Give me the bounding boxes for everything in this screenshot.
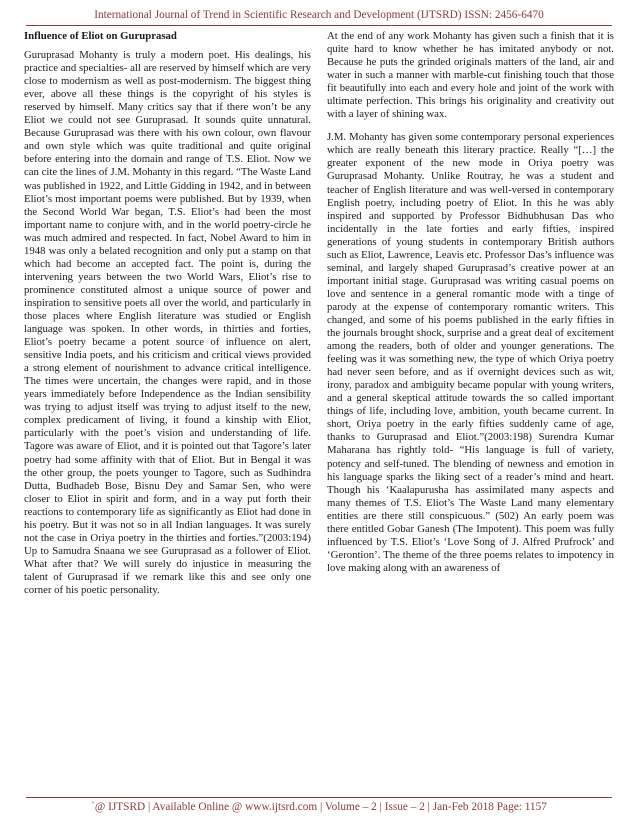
right-paragraph-2: J.M. Mohanty has given some contemporary personal experiences which are really beneath this literary practice. Really “[…] the greater exponent of the new mode in Oriya poetry was Guruprasad Mohanty. Unlike Routray, he was a student and teacher of English literature and was well-versed in contemporary English poetry, including poetry of Eliot. In this he was ably inspired and supported by Professor Bidhubhusan Das who incidentally in the late forties and early fifties, inspired generations of young students in contemporary British authors such as Eliot, Lawrence, Leavis etc. Professor Das’s influence was seminal, and largely shaped Guruprasad’s creative power at an important initial stage. Guruprasad was writing casual poems on love and sentence in a general romantic mode with a tinge of parody at the expense of contemporary romantic writers. This changed, and some of his poems published in the early fifties in the journals brought shock, surprise and a great deal of excitement among the readers, both of older and younger generations. The feeling was it was something new, the type of which Oriya poetry had never seen before, and as if overnight devices such as wit, irony, paradox and ambiguity became popular with young writers, and a general skeptical attitude towards the so called important things of life, including love, ambition, youth became current. In short, Oriya poetry in the early fifties suddenly came of age, thanks to Guruprasad and Eliot.”(2003:198) Surendra Kumar Maharana has rightly told- “His language is full of variety, potency and self-tuned. The blending of newness and emotion in his language sparks the liking sect of a reader’s mind and heart. Though his ‘Kaalapurusha has assimilated many aspects and many themes of T.S. Eliot’s The Waste Land many elementary entities are there still conspicuous.” (502) An early poem was there entitled Gobar Ganesh (The Impotent). This poem was fully influenced by T.S. Eliot’s ‘Love Song of J. Alfred Prufrock’ and ‘Gerontion’. The theme of the three poems relates to impotency in love making along with an awareness of <box>327 131 614 574</box>
footer-divider <box>26 797 612 798</box>
right-column <box>327 30 614 794</box>
section-heading: Influence of Eliot on Guruprasad <box>24 30 177 42</box>
journal-header: International Journal of Trend in Scientific Research and Development (IJTSRD) ISSN: 2456-6470 <box>94 9 544 21</box>
right-paragraph-1: At the end of any work Mohanty has given such a finish that it is quite hard to know whether he has imitated anybody or not. Because he puts the grinded originals matters of the land, air and water in such a manner with marble-cut finishing touch that those fit beautifully into each and every hole and joint of the work with ultimate perfection. This brings his originality and creativity out with a layer of shining wax. <box>327 30 614 121</box>
journal-footer: `@ IJTSRD | Available Online @ www.ijtsrd.com | Volume – 2 | Issue – 2 | Jan-Feb 2018 Page: 1157 <box>91 801 547 813</box>
left-paragraph-1: Guruprasad Mohanty is truly a modern poet. His dealings, his practice and specialties- all are reserved by himself which are very close to modernism as well as post-modernism. The biggest thing ever, above all these things is the copyright of his styles is reserved by himself. Many critics say that if there won’t be any Eliot we could not see Guruprasad. It sounds quite unnatural. Because Guruprasad was there with his own colour, own flavour and own style which was quite traditional and quite original before entering into the domain and range of T.S. Eliot. Now we can cite the lines of J.M. Mohanty in this regard. “The Waste Land was published in 1922, and Little Gidding in 1942, and in between Eliot’s most important poems were published. But by 1939, when the Second World War began, T.S. Eliot’s had been the most important name to conjure with, and in the world poetry-circle he was much admired and respected. In fact, Nobel Award to him in 1948 was only a belated recognition and only put a stamp on that which had become an accepted fact. The point is, during the intervening years between the two World Wars, Eliot’s rise to prominence constituted almost a unique source of power and inspiration to sensitive poets all over the world, and particularly in those places where English literature was studied or English language was spoken. In other words, in thirties and forties, Eliot’s poetry became a potent source of influence on alert, sensitive India poets, and his criticism and critical views provided a strong element of nourishment to advance critical intelligence. The times were uncertain, the changes were rapid, and in those years immediately before Independence as the Indian sensibility was trying to adjust itself was trying to adjust itself to the new, complex predicament of living, it found a kinship with Eliot, particularly with the poet’s vision and understanding of life. Tagore was aware of Eliot, and it is pointed out that Tagore’s later poetry had some affinity with that of Eliot. But in Bengal it was the other group, the poets younger to Tagore, such as Sudhindra Dutta, Budhadeb Bose, Bisnu Dey and Samar Sen, who were closer to Eliot in spirit and form, and in a way put forth their reactions to contemporary life as significantly as Eliot had done in his poetry. But it was not so in all Indian languages. It was surely not the case in Oriya poetry in the thirties and forties.”(2003:194) Up to Samudra Snaana we see Guruprasad as a follower of Eliot. What after that? We will surely do injustice in measuring the talent of Guruprasad if we remark like this and see only one corner of his poetic personality. <box>24 49 311 596</box>
header-divider <box>26 25 612 26</box>
left-column <box>24 30 311 794</box>
